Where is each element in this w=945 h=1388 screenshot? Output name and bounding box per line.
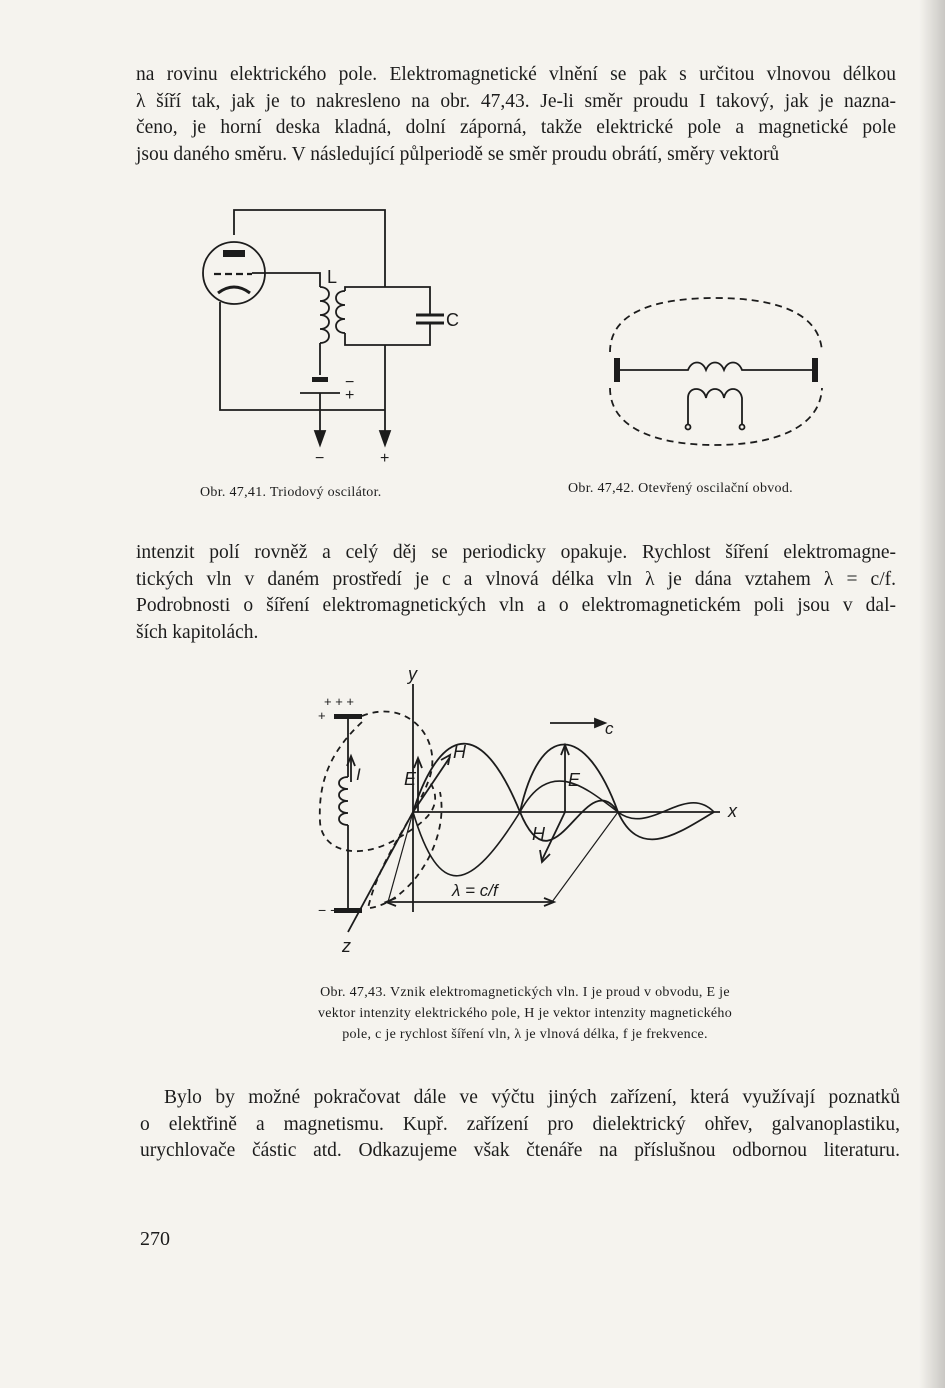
label-c: c (605, 719, 614, 738)
label-L: L (327, 267, 338, 287)
coil-secondary (336, 291, 345, 333)
tank-bottom-wire (345, 323, 430, 345)
e-field-wave-2 (520, 745, 714, 840)
label-H-2: H (532, 824, 545, 844)
page-number: 270 (140, 1228, 170, 1250)
label-z: z (342, 936, 351, 956)
paragraph-1-line: na rovinu elektrického pole. Elektromagnetické vlnění se pak s určitou vlnovou délkou (136, 64, 896, 85)
paragraph-1-line: jsou daného směru. V následující půlperiodě se směr proudu obrátí, směry vektorů (136, 143, 780, 165)
antenna-wire (620, 363, 812, 371)
battery-negative (312, 377, 328, 382)
label-I: I (356, 765, 361, 784)
label-battery-plus: + (345, 387, 355, 404)
paragraph-2 (136, 540, 896, 646)
label-E-1: E (404, 769, 417, 789)
field-line (362, 712, 432, 908)
label-H-1: H (453, 742, 466, 762)
label-y: y (408, 664, 417, 684)
coil-primary (320, 287, 329, 343)
arrow-down-icon (380, 431, 390, 445)
figure-4743-caption (225, 982, 825, 1045)
label-C: C (446, 310, 459, 330)
arrow-right-icon (595, 719, 605, 727)
tank-top-wire (345, 287, 430, 315)
terminal (740, 425, 745, 430)
capacitor-symbol (416, 315, 444, 323)
arrow-down-icon (315, 431, 325, 445)
right-plate (812, 358, 818, 382)
paragraph-1-line: čeno, je horní deska kladná, dolní záporná, takže elektrické pole a magnetické pole (136, 117, 896, 138)
paragraph-2-line: tických vln v daném prostředí je c a vlnová délka vln λ je dána vztahem λ = c/f. (136, 568, 896, 590)
em-wave-diagram (300, 662, 760, 962)
paragraph-3 (140, 1085, 900, 1165)
page-edge-shadow (919, 0, 945, 1388)
label-x: x (728, 801, 737, 821)
paragraph-2-line: Podrobnosti o šíření elektromagnetických vln a o elektromagnetickém poli jsou v dal- (136, 595, 896, 616)
figure-4742-caption: Obr. 47,42. Otevřený oscilační obvod. (568, 481, 793, 496)
paragraph-3-line: Bylo by možné pokračovat dále ve výčtu jiných zařízení, která využívají poznatků (164, 1087, 900, 1108)
open-oscillator-diagram (600, 290, 830, 450)
antenna-coil (339, 777, 348, 825)
label-charge-plus: + + + (324, 694, 354, 709)
paragraph-2-line: ších kapitolách. (136, 621, 259, 643)
paragraph-2-line: intenzit polí rovněž a celý děj se periodicky opakuje. Rychlost šíření elektromagne- (136, 542, 896, 563)
left-plate (614, 358, 620, 382)
wavelength-guides (388, 812, 618, 902)
triode-oscillator-diagram (190, 195, 470, 470)
h-field-wave (413, 781, 714, 876)
label-output-plus: + (380, 450, 390, 467)
anode-plate (223, 250, 245, 257)
field-line-bottom (610, 388, 822, 445)
cathode (218, 287, 250, 293)
label-output-minus: − (315, 450, 325, 467)
label-E-2: E (568, 770, 581, 790)
figure-4743-caption-line: Obr. 47,43. Vznik elektromagnetických vln. I je proud v obvodu, E je (320, 985, 730, 1000)
label-charge-plus-left: + (318, 708, 326, 723)
anode-wire (234, 210, 385, 287)
figure-4743-caption-line: vektor intenzity elektrického pole, H je vektor intenzity magnetického (317, 1006, 733, 1021)
h-vector-2 (542, 812, 565, 860)
top-plate (334, 714, 362, 719)
figure-4741-caption: Obr. 47,41. Triodový oscilátor. (200, 485, 382, 500)
label-battery-minus: − (345, 374, 355, 391)
paragraph-3-line: o elektřině a magnetismu. Kupř. zařízení pro dielektrický ohřev, galvanoplastiku, (140, 1113, 900, 1135)
terminal (686, 425, 691, 430)
figure-4743-caption-line: pole, c je rychlost šíření vln, λ je vlnová délka, f je frekvence. (342, 1027, 708, 1042)
label-charge-minus: − − (318, 902, 339, 918)
paragraph-1-line: λ šíří tak, jak je to nakresleno na obr. 47,43. Je-li směr proudu I takový, jak je nazna- (136, 90, 896, 112)
field-line-top (610, 298, 822, 352)
paragraph-1 (136, 62, 896, 168)
field-line (370, 792, 442, 908)
label-lambda: λ = c/f (452, 881, 498, 900)
coupling-coil (688, 389, 742, 425)
paragraph-3-line: urychlovače částic atd. Odkazujeme však čtenáře na příslušnou odbornou literaturu. (140, 1140, 900, 1161)
